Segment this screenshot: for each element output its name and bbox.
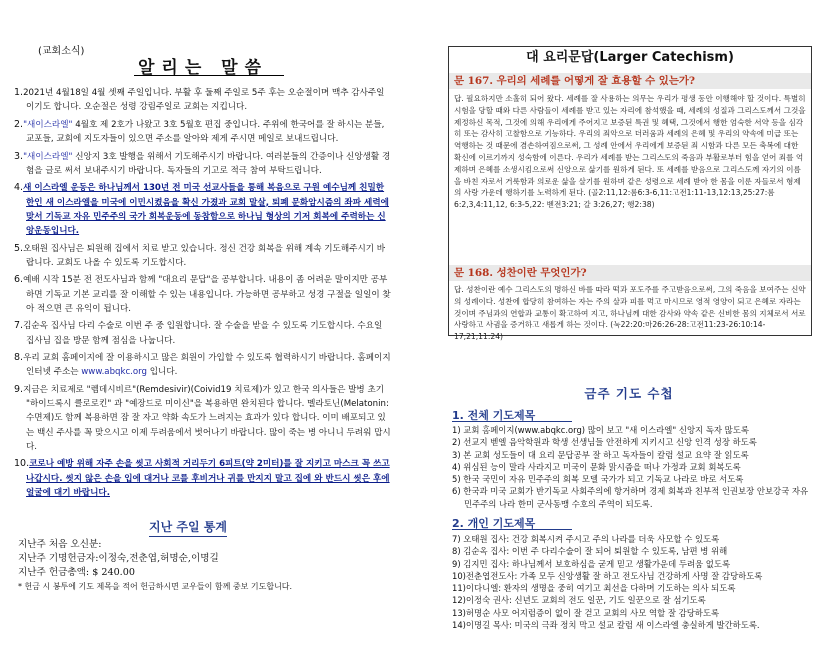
notice-number: 5. (14, 242, 24, 254)
stats-block (18, 538, 292, 594)
prayer-title: 금주 기도 수첩 (584, 386, 674, 401)
notice-number: 1. (14, 87, 24, 98)
stats-line: 지난주 헌금총액: $ 240.00 (18, 567, 135, 578)
homepage-link[interactable]: www.abqkc.org (81, 367, 148, 378)
church-news-tag: (교회소식) (38, 46, 85, 57)
prayer-item: 1) 교회 홈페이지(www.abqkc.org) 많이 보고 "새 이스라엘" 신앙지 독자 많도록 (452, 425, 749, 435)
page-title: 알리는 말씀 (137, 58, 269, 78)
notice-number: 4. (14, 182, 24, 194)
prayer-item: 14)이명길 목사: 미국의 극좌 정치 막고 설교 칼럼 새 이스라엘 충실하게 발간하도록. (452, 620, 760, 631)
notice-text: 우리 교회 홈페이지에 잘 이용하시고 많은 회원이 가입할 수 있도록 협력하시기 바랍니다. 홈페이지 인터넷 주소는 (23, 353, 391, 378)
stats-line: 지난주 처음 오신분: (18, 539, 102, 550)
stats-title: 지난 주일 통계 (149, 518, 227, 537)
prayer-item: 10)전춘엽전도사: 가족 모두 신앙생활 잘 하고 전도사님 건강하게 사명 잘 감당하도록 (452, 570, 763, 581)
notice-item (14, 242, 392, 270)
notice-item (14, 351, 392, 379)
magazine-name: "새이스라엘" (23, 151, 73, 162)
notice-item (14, 273, 392, 316)
notice-item (14, 383, 392, 454)
notice-text: 입니다. (147, 367, 178, 378)
prayer-item: 6) 한국과 미국 교회가 반기독교 사회주의에 항거하며 경제 회복과 친부적 인권보장 안보강국 자유 민주주의 나라 한미 군사동맹 수호의 주역이 되도록. (452, 486, 809, 509)
prayer-item: 7) 오태원 집사: 건강 회복시켜 주시고 주의 나라를 더욱 사모할 수 있도록 (452, 534, 720, 544)
notice-text: 2021년 4월18일 4월 셋째 주일입니다. 부활 후 둘째 주일로 5주 후는 오순절이며 맥추 감사주일이기도 합니다. 오순절은 성령 강림주일로 교회는 지킵니다. (23, 88, 385, 113)
general-prayer-list (452, 424, 810, 510)
notice-text: 김순옥 집사님 다리 수술로 이번 주 중 입원합니다. 잘 수술을 받을 수 있도록 기도합시다. 수요일 집사님 집을 방문 함께 점심을 나눕니다. (23, 321, 383, 346)
notice-number: 3. (14, 150, 24, 162)
question-167: 문 167. 우리의 세례를 어떻게 잘 효용할 수 있는가? (449, 73, 811, 89)
prayer-item: 5) 한국 국민이 자유 민주주의 회복 모델 국가가 되고 기독교 나라로 바로 서도록 (452, 474, 744, 485)
prayer-item: 2) 선교지 벧엘 음악학원과 학생 선생님들 안전하게 지키시고 신앙 인격 성장 하도록 (452, 437, 757, 448)
section-general-title: 1. 전체 기도제목 (452, 409, 536, 422)
prayer-item: 8) 김순옥 집사: 이번 주 다리수술이 잘 되어 퇴원할 수 있도록, 남편 병 위해 (452, 546, 728, 557)
notice-text: 예배 시작 15분 전 전도사님과 함께 "대요리 문답"을 공부합니다. 내용이 좀 어려운 말이지만 공부하면 기독교 기본 교리를 잘 이해할 수 있는 내용입니다. 가능하면 공부하고 성경 구절을 일일이 찾아 적으면 큰 유익이 됩니다. (23, 275, 391, 314)
notice-number: 2. (14, 118, 24, 130)
notice-text: 오태원 집사님은 퇴원해 집에서 치료 받고 있습니다. 정신 건강 회복을 위해 계속 기도해주시기 바랍니다. 교회도 나올 수 있도록 기도합시다. (23, 243, 386, 268)
catechism-title: 대 요리문답(Larger Catechism) (526, 50, 734, 65)
notice-number: 10. (14, 458, 30, 470)
section-underline (452, 529, 572, 530)
notice-number: 7. (14, 320, 24, 332)
notice-list (14, 86, 392, 503)
section-personal-title: 2. 개인 기도제목 (452, 517, 536, 530)
highlight-text: 새 이스라엘 운동은 하나님께서 130년 전 미국 선교사들을 통해 복음으로 구원 예수님께 친밀한 한인 새 이스라엘을 미국에 이민시켰음을 확신 가졌과 교회 말살, 퇴폐 문화암시즘의 좌파 세력에 맞서 기독교 자유 민주주의 국가 회복운동에 동참함으로 하나님 형상의 기저 회복에 주력하는 신앙운동입니다. (23, 183, 389, 236)
notice-item (14, 457, 392, 500)
magazine-name: "새이스라엘" (23, 119, 73, 130)
prayer-item: 9) 김지민 집사: 하나님께서 보호하심을 굳게 믿고 생활가운데 두려움 없도록 (452, 558, 731, 569)
notice-number: 6. (14, 274, 24, 286)
prayer-item: 13)허명순 사모 어지럼증이 없이 잘 걷고 교회의 사모 역할 잘 감당하도록 (452, 607, 720, 618)
prayer-item: 11)이다니엘: 환자의 생명을 중히 여기고 최선을 다하며 기도하는 의사 되도록 (452, 583, 736, 594)
section-underline (452, 421, 572, 422)
notice-item (14, 86, 392, 114)
notice-text: 4월호 제 2호가 나왔고 3호 5월호 편집 중입니다. 주위에 한국어를 잘 하시는 분들, 교포들, 교회에 지도자들이 있으면 주소를 알아와 제게 주시면 메일로 보내드립니다. (26, 119, 385, 144)
question-168: 문 168. 성찬이란 무엇인가? (449, 265, 811, 281)
notice-text: 지금은 치료제로 "렘데시비르"(Remdesivir)(Coivid19 치료제)가 있고 한국 의사들은 발병 초기 "하이드록시 클로로킨" 과 "예장드로 미이신"을 복용하면 완치된다 합니다. 멜라토닌(Melatonin:수면제)도 함께 복용하면 잠 잘 자고 약화 속도가 느려지는 효과가 있다 합니다. 이미 배포되고 있는 백신 주사를 꼭 맞으시고 이제 두려움에서 벗어나기 바랍니다. 많이 죽는 병 아니니 두려워 맙시다. (23, 384, 391, 452)
notice-item (14, 319, 392, 347)
title-underline (134, 75, 284, 76)
notice-text: 신앙지 3호 발행을 위해서 기도해주시기 바랍니다. 여러분들의 간증이나 신앙생활 경험을 글로 써서 보내주시기 바랍니다. 독자들의 기고로 적극 참여 부탁드립니다. (26, 151, 391, 176)
notice-item (14, 118, 392, 146)
prayer-item: 3) 본 교회 성도들이 대 요리 문답공부 잘 하고 독자들이 칼럼 설교 요약 잘 읽도록 (452, 449, 749, 460)
catechism-box (448, 46, 812, 342)
prayer-item: 4) 위심된 능이 말라 사라지고 미국이 문화 맑시즘을 떠나 가정과 교회 회복도록 (452, 461, 741, 472)
answer-167: 답. 필요하지만 소홀히 되어 왔다. 세례를 잘 사용하는 의무는 우리가 평생 동안 이행해야 할 것이다. 특별히 시험을 당할 때와 다른 사람들이 세례를 받고 있는 자리에 참석했을 때, 세례의 성질과 그리스도께서 그것을 제정하신 목적, 그것에 의해 우리에게 주어지고 보증된 특권 및 혜택, 그것에서 행한 엄숙한 서약 등을 심각히 또는 감사히 고찰함으로 기능하다. 우리의 죄악으로 더러움과 세례의 은혜 및 우리의 약속에 미급 또는 역행하는 것 때문에 겸손하여짐으로써, 그 성례 안에서 우리에게 보증된 죄 시함과 다른 모든 축복에 대한 확신에 이르기까지 성숙함에 이른다. 우리가 세례를 받는 그리스도의 죽음과 부활로부터 힘을 얻어 죄를 억제하며 은혜를 소생시킴으로써 신앙으로 삶기를 원하게 된다. 또 세례를 받음으로 그리스도께 자기의 이름을 바친 자로서 거룩함과 의로운 삶을 살기를 원하며 같은 성령으로 세례 받아 한 몸을 이룬 자들로서 형제의 사랑 가운데 행하기를 노력하게 된다. (골2:11,12:롬6:3-6,11:고전1:11-13,12:13,25:27:롬6:2,3,4:11,12, 6:3-5,22: 벧전3:21; 갈 3:26,27; 행2:38) (454, 94, 806, 210)
notice-item (14, 150, 392, 178)
highlight-text: 코로나 예방 위해 자주 손을 씻고 사회적 거리두기 6피트(약 2미터)를 잘 지키고 마스크 꼭 쓰고 나갑시다. 씻지 않은 손을 입에 대거나 코를 후비거나 귀를 만지지 말고 집에 와 반드시 씻은 후에 얼굴에 대기 바랍니다. (26, 459, 390, 498)
stats-line: 지난주 기명헌금자:이정숙,전춘엽,허명순,이명길 (18, 553, 219, 564)
prayer-item: 12)이정숙 권사: 신년도 교회의 전도 일꾼, 기도 일꾼으로 잘 섬기도록 (452, 595, 706, 606)
stats-note: * 헌금 시 봉투에 기도 제목을 적어 헌금하시면 교우들이 함께 중보 기도합니다. (18, 582, 293, 591)
notice-item (14, 181, 392, 238)
notice-number: 8. (14, 352, 24, 364)
personal-prayer-list (452, 533, 810, 631)
notice-number: 9. (14, 383, 24, 395)
answer-168: 답. 성찬이란 예수 그리스도의 명하신 바를 따라 떡과 포도주를 주고받음으로써, 그의 죽음을 보여주는 신약의 성례이다. 성찬에 합당히 참여하는 자는 주의 살과 피를 먹고 마시므로 영적 영양이 되고 은혜로 자라는 것이며 주님과의 연합과 교통이 확고하여 지고, 하나님께 대한 감사와 약속 같은 신비한 몸의 지체로서 서로 사랑하고 사귐을 증거하고 새롭게 하는 것이다. (눅22:20:마26:26-28:고전11:23-26:10:14-17,21,11:24) (454, 285, 806, 342)
